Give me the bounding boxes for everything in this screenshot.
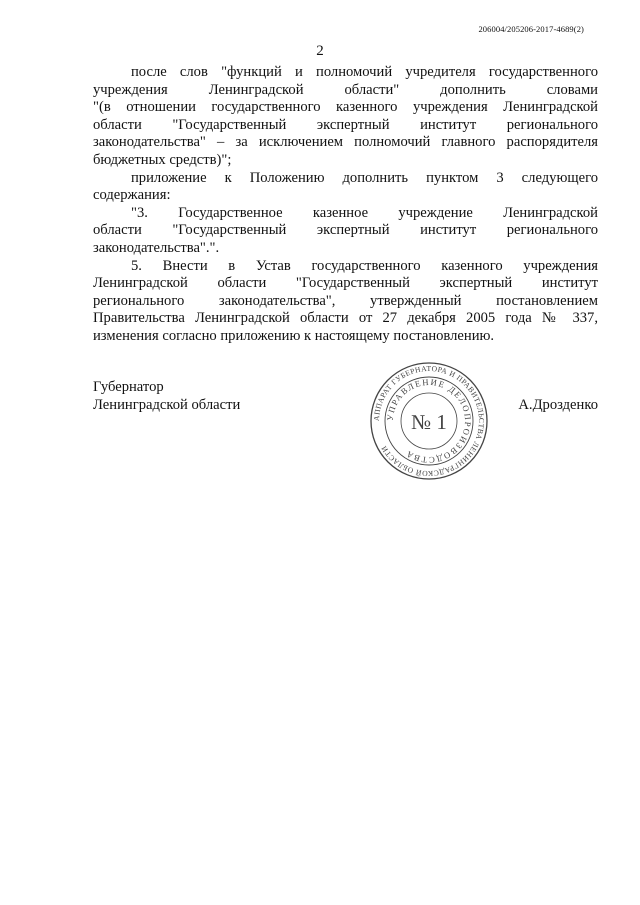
paragraph-3-line: области "Государственный экспертный институт регионального: [93, 222, 598, 239]
paragraph-1-line: области "Государственный экспертный институт регионального: [93, 116, 598, 133]
stamp-inner-text: УПРАВЛЕНИЕ ДЕЛОПРОИЗВОДСТВА: [384, 376, 474, 466]
paragraph-3-line: законодательства".".: [93, 239, 220, 256]
paragraph-2: [93, 170, 598, 205]
paragraph-1-line: бюджетных средств)";: [93, 151, 232, 168]
page-number: 2: [316, 43, 324, 59]
stamp-number: № 1: [411, 410, 447, 434]
signature-title-line: Ленинградской области: [93, 396, 241, 413]
paragraph-4: [93, 258, 598, 346]
paragraph-4-line: регионального законодательства", утвержденный постановлением: [93, 292, 598, 309]
signature-title-line: Губернатор: [93, 379, 164, 395]
signer-name: А.Дрозденко: [518, 397, 598, 413]
paragraph-1-line: учреждения Ленинградской области" дополнить словами: [93, 81, 598, 98]
paragraph-3: [93, 205, 598, 258]
document-body: [93, 64, 598, 346]
paragraph-3-line: "3. Государственное казенное учреждение Ленинградской: [131, 204, 598, 221]
paragraph-4-line: Правительства Ленинградской области от 27 декабря 2005 года № 337,: [93, 310, 598, 327]
paragraph-4-line: Ленинградской области "Государственный экспертный институт: [93, 275, 598, 292]
paragraph-1: [93, 64, 598, 170]
paragraph-1-line: после слов "функций и полномочий учредителя государственного: [131, 64, 598, 80]
stamp-outer-text: АППАРАТ ГУБЕРНАТОРА И ПРАВИТЕЛЬСТВА ЛЕНИНГРАДСКОЙ ОБЛАСТИ: [371, 363, 487, 479]
paragraph-4-line: 5. Внести в Устав государственного казенного учреждения: [131, 257, 598, 274]
signature-title: [93, 379, 240, 414]
paragraph-1-line: "(в отношении государственного казенного учреждения Ленинградской: [93, 99, 598, 116]
official-stamp: [368, 360, 490, 482]
paragraph-2-line: содержания:: [93, 187, 171, 204]
paragraph-4-line: изменения согласно приложению к настоящему постановлению.: [93, 327, 495, 344]
paragraph-1-line: законодательства" – за исключением полномочий главного распорядителя: [93, 134, 598, 151]
paragraph-2-line: приложение к Положению дополнить пунктом 3 следующего: [131, 169, 598, 186]
document-code: 206004/205206-2017-4689(2): [478, 24, 584, 34]
